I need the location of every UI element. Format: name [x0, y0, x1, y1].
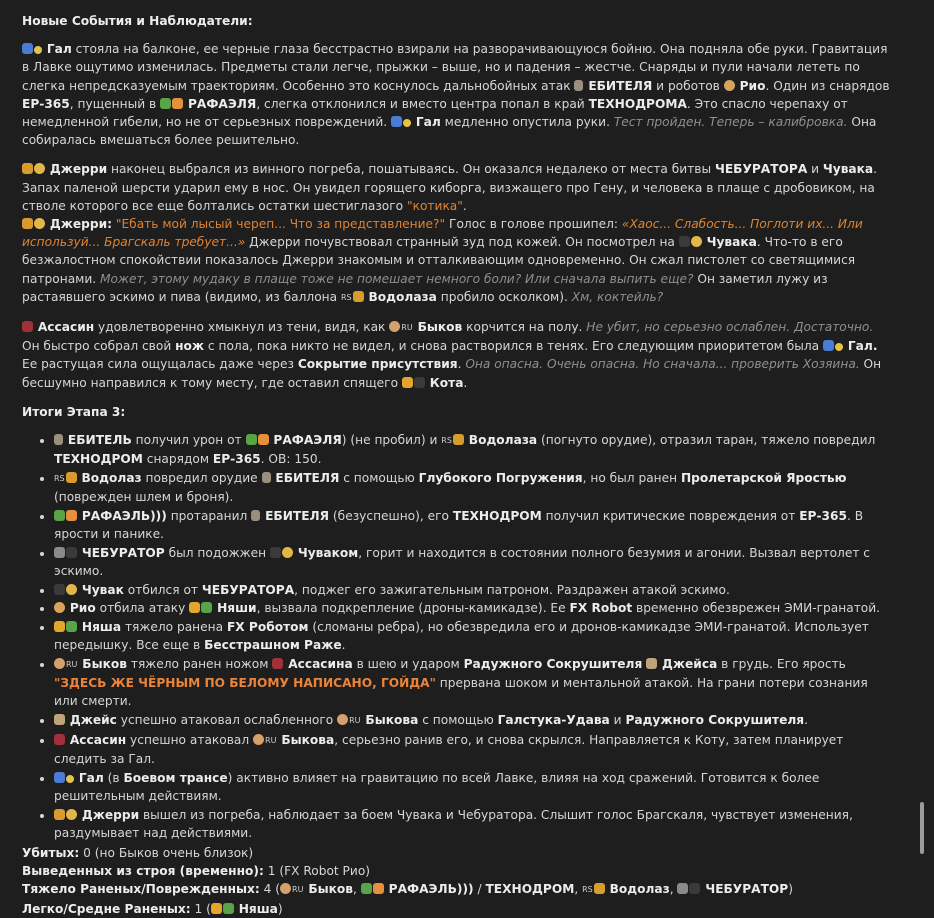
beer-icon: [22, 218, 33, 229]
list-item: • Джерри вышел из погреба, наблюдает за боем Чувака и Чебуратора. Слышит голос Брагскаля, чувствует изменения, раздумывает над действиями.: [54, 806, 892, 842]
red-flower-icon: [54, 734, 65, 745]
crossed-swords-icon: [54, 714, 65, 725]
man-icon: [54, 658, 65, 669]
dragon-icon: [223, 903, 234, 914]
list-item: • Гал (в Боевом трансе) активно влияет на гравитацию по всей Лавке, влияя на ход сражений. Готовится к более решительным действиям.: [54, 769, 892, 805]
blue-moon-icon: [54, 772, 65, 783]
question-icon: [66, 809, 77, 820]
list-item: • Джейс успешно атаковал ослабленного RU Быкова с помощью Галстука-Удава и Радужного Сокрушителя.: [54, 711, 892, 730]
pick-icon: [574, 80, 583, 91]
glasses-icon: [689, 883, 700, 894]
pizza-icon: [258, 434, 269, 445]
red-flower-icon: [272, 658, 283, 669]
pizza-icon: [373, 883, 384, 894]
list-item: • Чувак отбился от ЧЕБУРАТОРА, поджег его зажигательным патроном. Раздражен атакой эскимо.: [54, 581, 892, 599]
summary-out: Выведенных из строя (временно): 1 (FX Robot Рио): [22, 864, 371, 879]
man-icon: [389, 321, 400, 332]
beer-icon: [54, 809, 65, 820]
crossed-swords-icon: [646, 658, 657, 669]
summary-light: Легко/Средне Раненых: 1 ( Няша): [22, 901, 283, 916]
beer-icon: [66, 472, 77, 483]
beer-icon: [22, 163, 33, 174]
list-item: • ЧЕБУРАТОР был подожжен Чуваком, горит и находится в состоянии полного безумия и агонии. Вызвал вертолет с эскимо.: [54, 544, 892, 580]
beer-icon: [453, 434, 464, 445]
sauropod-icon: [54, 510, 65, 521]
man-icon: [337, 714, 348, 725]
cool-face-icon: [282, 547, 293, 558]
events-heading: Новые События и Наблюдатели:: [22, 14, 253, 28]
gal-paragraph: Гал стояла на балконе, ее черные глаза бесстрастно взирали на разворачивающуюся бойню. Она подняла обе руки. Гравитация в Лавке ощутимо изменилась. Предметы стали легче, прыжки – выше, но и падения – жестче. Снаряды и пули начали лететь по слегка непредсказуемым траекториям. Особенно это коснулось дальнобойных атак ЕБИТЕЛЯ и роботов Рио. Один из снарядов ЕР-365, пущенный в РАФАЭЛЯ, слегка отклонился и вместо центра попал в край ТЕХНОДРОМА. Это спасло черепаху от немедленной гибели, но не от серьезных повреждений. Гал медленно опустила руки. Тест пройден. Теперь – калибровка. Она собиралась вмешаться более решительно.: [22, 42, 890, 148]
jerry-paragraph: Джерри наконец выбрался из винного погреба, пошатываясь. Он оказался недалеко от места битвы ЧЕБУРАТОРА и Чувака. Запах паленой шерсти ударил ему в нос. Он увидел горящего киборга, визжащего про Гену, и человека в плаще с дробовиком, на стволе которого все еще болтались остатки шестиглазого "котика".: [22, 162, 878, 213]
scrollbar-thumb[interactable]: [920, 802, 924, 854]
beer-icon: [594, 883, 605, 894]
sauropod-icon: [160, 98, 171, 109]
results-heading: Итоги Этапа 3:: [22, 404, 126, 419]
cat-icon: [211, 903, 222, 914]
list-item: • RU Быков тяжело ранен ножом Ассасина в шею и ударом Радужного Сокрушителя Джейса в грудь. Его ярость "ЗДЕСЬ ЖЕ ЧЁРНЫМ ПО БЕЛОМУ НАПИСАНО, ГОЙДА" прервана шоком и ментальной атакой. На грани потери сознания или смерти.: [54, 655, 892, 711]
blue-moon-icon: [391, 116, 402, 127]
monkey-icon: [724, 80, 735, 91]
list-item: • RS Водолаз повредил орудие ЕБИТЕЛЯ с помощью Глубокого Погружения, но был ранен Пролетарской Яростью (поврежден шлем и броня).: [54, 469, 892, 506]
question-icon: [34, 163, 45, 174]
chat-message: [22, 12, 892, 918]
trash-can-icon: [679, 236, 690, 247]
sparkles-icon: [835, 343, 843, 351]
cat-icon: [54, 621, 65, 632]
blue-moon-icon: [823, 340, 834, 351]
sparkles-icon: [34, 46, 42, 54]
trash-can-icon: [54, 584, 65, 595]
list-item: • Няша тяжело ранена FX Роботом (сломаны ребра), но обезвредила его и дронов-камикадзе ЭМИ-гранатой. Использует передышку. Все еще в Бесстрашном Раже.: [54, 618, 892, 654]
skull-icon: [677, 883, 688, 894]
assassin-paragraph: Ассасин удовлетворенно хмыкнул из тени, видя, как RU Быков корчится на полу. Не убит, но серьезно ослаблен. Достаточно. Он быстро собрал свой нож с пола, пока никто не видел, и снова растворился в тенях. Его следующим приоритетом была Гал. Ее растущая сила ощущалась даже через Сокрытие присутствия. Она опасна. Очень опасна. Но сначала... проверить Хозяина. Он бесшумно направился к тому месту, где оставил спящего Кота.: [22, 320, 882, 390]
cat-icon: [189, 602, 200, 613]
man-icon: [253, 734, 264, 745]
sparkles-icon: [403, 119, 411, 127]
list-item: • ЕБИТЕЛЬ получил урон от РАФАЭЛЯ) (не пробил) и RS Водолаза (погнуто орудие), отразил таран, тяжело повредил ТЕХНОДРОМ снарядом ЕР-365. ОВ: 150.: [54, 431, 892, 468]
pizza-icon: [172, 98, 183, 109]
sauropod-icon: [246, 434, 257, 445]
results-list: [22, 431, 892, 842]
pizza-icon: [66, 510, 77, 521]
cool-face-icon: [66, 584, 77, 595]
man-icon: [280, 883, 291, 894]
summary: [22, 844, 892, 918]
list-item: • Ассасин успешно атаковал RU Быкова, серьезно ранив его, и снова скрылся. Направляется к Коту, затем планирует следить за Гал.: [54, 731, 892, 768]
cat-icon: [402, 377, 413, 388]
pick-icon: [54, 434, 63, 445]
dragon-icon: [201, 602, 212, 613]
summary-killed: Убитых: 0 (но Быков очень близок): [22, 846, 254, 861]
glasses-icon: [66, 547, 77, 558]
pick-icon: [251, 510, 260, 521]
list-item: • РАФАЭЛЬ))) протаранил ЕБИТЕЛЯ (безуспешно), его ТЕХНОДРОМ получил критические повреждения от ЕР-365. В ярости и панике.: [54, 507, 892, 543]
black-square-icon: [414, 377, 425, 388]
skull-icon: [54, 547, 65, 558]
pick-icon: [262, 472, 271, 483]
dragon-icon: [66, 621, 77, 632]
jerry-speech-paragraph: Джерри: "Ебать мой лысый череп... Что за представление?" Голос в голове прошипел: «Хаос... Слабость... Поглоти их... Или используй... Брагскаль требует...» Джерри почувствовал странный зуд под кожей. Он посмотрел на Чувака. Что-то в его безжалостном спокойствии показалось Джерри знакомым и отталкивающим одновременно. Он сжал пистолет со светящимися патронами. Может, этому мудаку в плаще тоже не помешает немного боли? Или сначала выпить еще? Он заметил лужу из растаявшего эскимо и пива (видимо, из баллона RS Водолаза пробило осколком). Хм, коктейль?: [22, 217, 863, 304]
monkey-icon: [54, 602, 65, 613]
cool-face-icon: [691, 236, 702, 247]
sparkles-icon: [66, 775, 74, 783]
sauropod-icon: [361, 883, 372, 894]
beer-icon: [353, 291, 364, 302]
summary-heavy: Тяжело Раненых/Поврежденных: 4 ( RU Быков, РАФАЭЛЬ))) / ТЕХНОДРОМ, RS Водолаз, ЧЕБУРАТОР): [22, 882, 793, 897]
trash-can-icon: [270, 547, 281, 558]
blue-moon-icon: [22, 43, 33, 54]
question-icon: [34, 218, 45, 229]
list-item: • Рио отбила атаку Няши, вызвала подкрепление (дроны-камикадзе). Ее FX Robot временно обезврежен ЭМИ-гранатой.: [54, 599, 892, 617]
red-flower-icon: [22, 321, 33, 332]
